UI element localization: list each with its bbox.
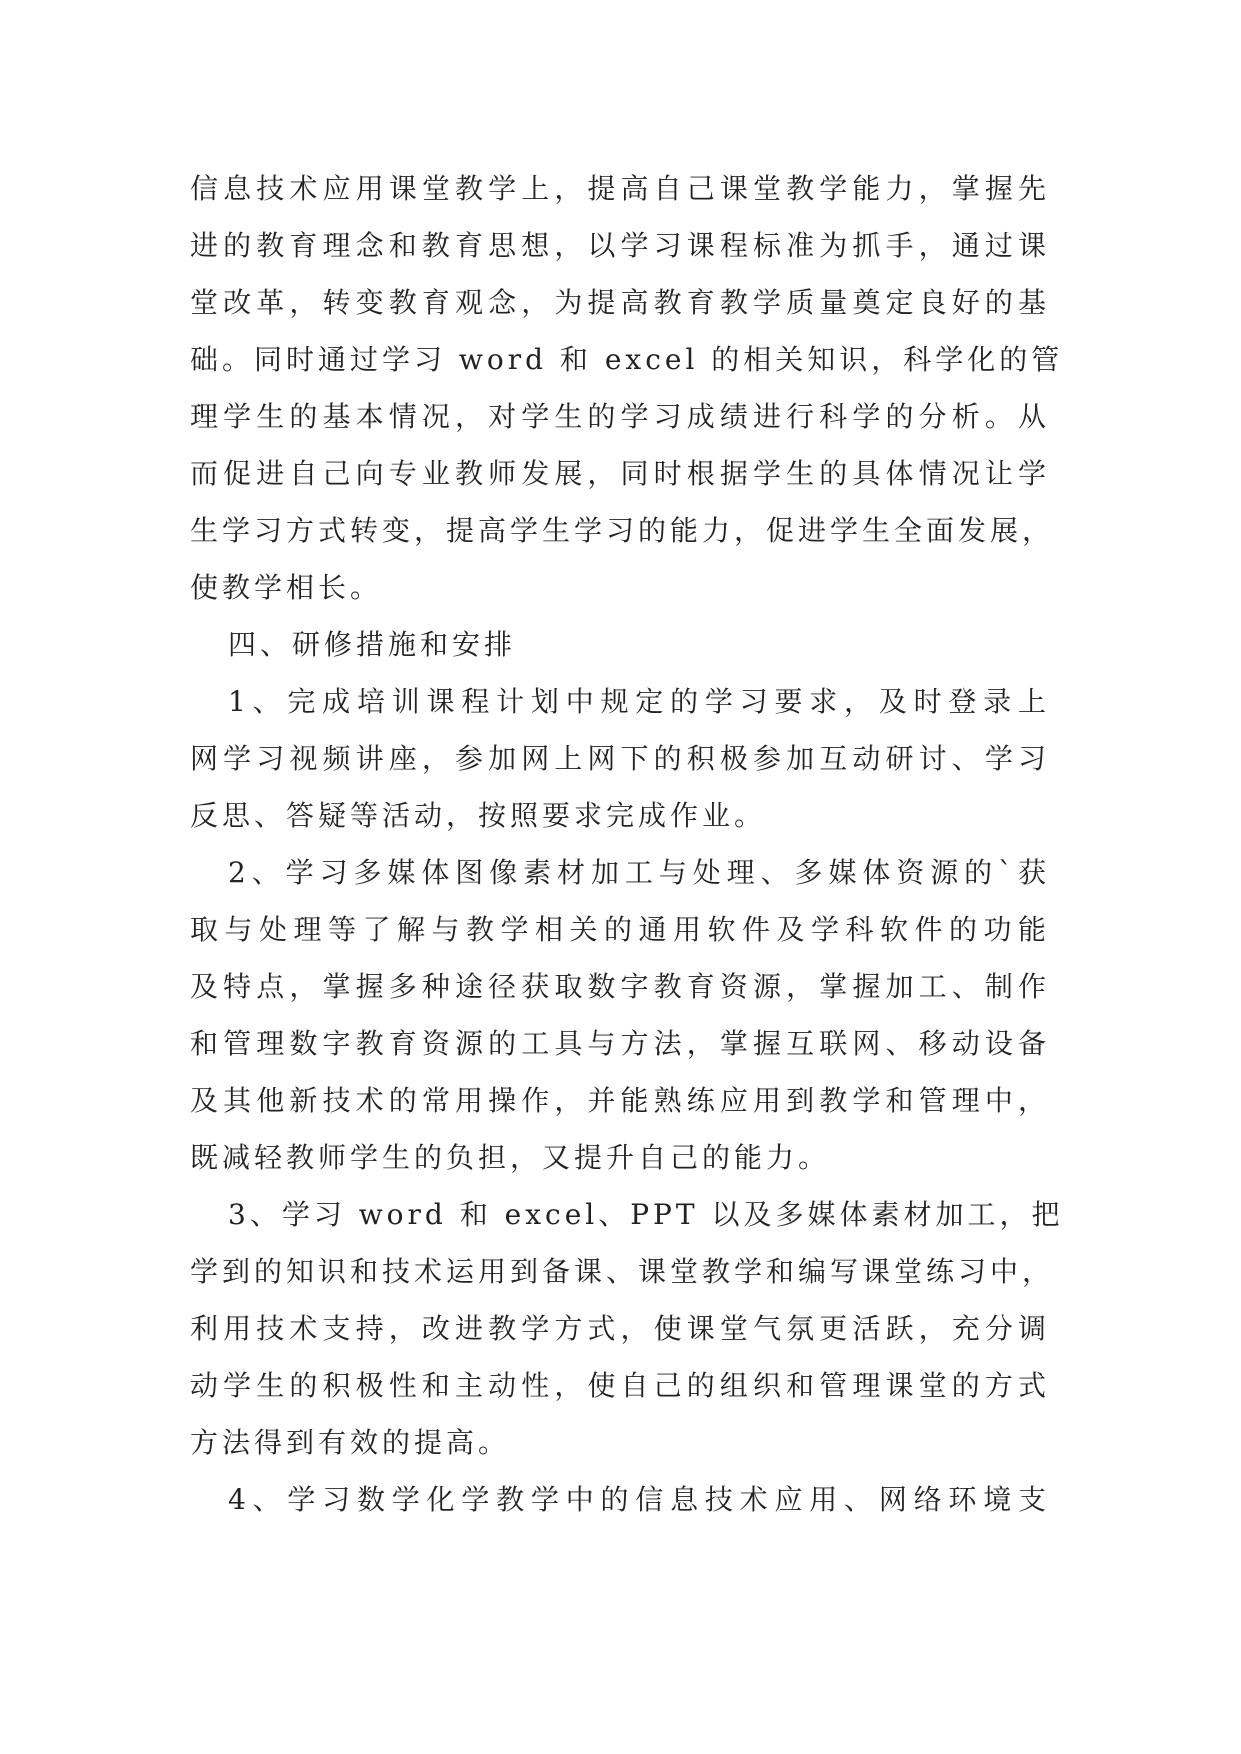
text-line: 1、完成培训课程计划中规定的学习要求，及时登录上 xyxy=(228,685,1050,718)
text-line: 而促进自己向专业教师发展，同时根据学生的具体情况让学 xyxy=(190,457,1050,490)
text-line: 反思、答疑等活动，按照要求完成作业。 xyxy=(190,799,767,832)
list-item-3 xyxy=(190,1186,1064,1471)
text-line: 理学生的基本情况，对学生的学习成绩进行科学的分析。从 xyxy=(190,400,1050,433)
text-line: 取与处理等了解与教学相关的通用软件及学科软件的功能 xyxy=(190,913,1050,946)
text-line: 既减轻教师学生的负担，又提升自己的能力。 xyxy=(190,1141,831,1174)
list-item-2 xyxy=(190,844,1050,1186)
paragraph-intro xyxy=(190,160,1064,616)
text-line: 信息技术应用课堂教学上，提高自己课堂教学能力，掌握先 xyxy=(190,172,1050,205)
text-line: 生学习方式转变，提高学生学习的能力，促进学生全面发展， xyxy=(190,514,1055,547)
section-heading xyxy=(190,616,1050,673)
text-line: 网学习视频讲座，参加网上网下的积极参加互动研讨、学习 xyxy=(190,742,1050,775)
text-line: 和管理数字教育资源的工具与方法，掌握互联网、移动设备 xyxy=(190,1027,1050,1060)
text-line: 及其他新技术的常用操作，并能熟练应用到教学和管理中， xyxy=(190,1084,1050,1117)
text-line: 堂改革，转变教育观念，为提高教育教学质量奠定良好的基 xyxy=(190,286,1050,319)
text-line: 动学生的积极性和主动性，使自己的组织和管理课堂的方式 xyxy=(190,1369,1050,1402)
text-line: 4、学习数学化学教学中的信息技术应用、网络环境支 xyxy=(228,1483,1050,1516)
text-line: 方法得到有效的提高。 xyxy=(190,1426,511,1459)
list-item-1 xyxy=(190,673,1050,844)
document-body xyxy=(190,160,1064,1528)
text-line: 进的教育理念和教育思想，以学习课程标准为抓手，通过课 xyxy=(190,229,1050,262)
heading-text: 四、研修措施和安排 xyxy=(228,628,517,661)
text-line: 3、学习 word 和 excel、PPT 以及多媒体素材加工，把 xyxy=(228,1198,1064,1231)
text-line: 利用技术支持，改进教学方式，使课堂气氛更活跃，充分调 xyxy=(190,1312,1050,1345)
list-item-4 xyxy=(190,1471,1050,1528)
text-line: 及特点，掌握多种途径获取数字教育资源，掌握加工、制作 xyxy=(190,970,1050,1003)
text-line: 使教学相长。 xyxy=(190,571,383,604)
text-line: 学到的知识和技术运用到备课、课堂教学和编写课堂练习中， xyxy=(190,1255,1055,1288)
text-line: 2、学习多媒体图像素材加工与处理、多媒体资源的`获 xyxy=(228,856,1050,889)
text-line: 础。同时通过学习 word 和 excel 的相关知识，科学化的管 xyxy=(190,343,1064,376)
